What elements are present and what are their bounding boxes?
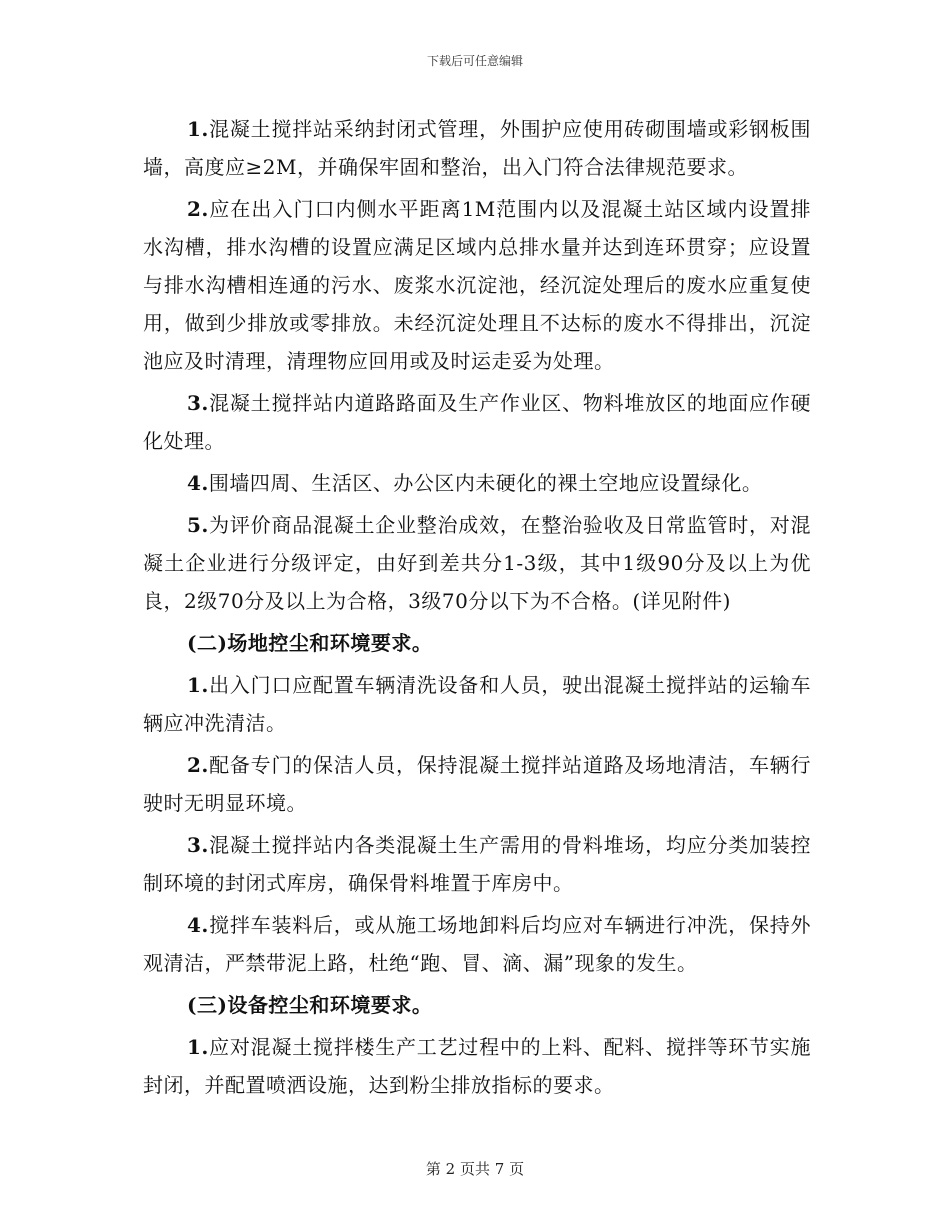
paragraph-text: 混凝土搅拌站采纳封闭式管理，外围护应使用砖砌围墙或彩钢板围墙，高度应≥2M，并确保牢固和整治，出入门符合法律规范要求。 — [143, 117, 811, 179]
document-body — [143, 110, 811, 1108]
paragraph-text: 搅拌车装料后，或从施工场地卸料后均应对车辆进行冲洗，保持外观清洁，严禁带泥上路，杜绝“跑、冒、滴、漏”现象的发生。 — [143, 913, 811, 975]
item-number: 2. — [187, 753, 209, 777]
paragraph-text: 混凝土搅拌站内道路路面及生产作业区、物料堆放区的地面应作硬化处理。 — [143, 391, 811, 453]
paragraph-text: 出入门口应配置车辆清洗设备和人员，驶出混凝土搅拌站的运输车辆应冲洗清洁。 — [143, 673, 811, 735]
paragraph-1 — [143, 110, 811, 186]
page-header: 下载后可任意编辑 — [426, 54, 523, 68]
paragraph-2 — [143, 190, 811, 380]
paragraph-7 — [143, 746, 811, 822]
item-number: 3. — [187, 833, 209, 857]
item-number: 4. — [187, 471, 209, 495]
item-number: 4. — [187, 913, 209, 937]
section-heading-3: (三)设备控尘和环境要求。 — [187, 993, 433, 1017]
item-number: 1. — [187, 117, 209, 141]
paragraph-6 — [143, 666, 811, 742]
item-number: 5. — [187, 513, 209, 537]
paragraph-5 — [143, 506, 811, 620]
paragraph-4 — [143, 464, 811, 502]
section-heading-2: (二)场地控尘和环境要求。 — [187, 631, 433, 655]
paragraph-10 — [143, 1028, 811, 1104]
paragraph-text: 应在出入门口内侧水平距离1M范围内以及混凝土站区域内设置排水沟槽，排水沟槽的设置应满足区域内总排水量并达到连环贯穿；应设置与排水沟槽相连通的污水、废浆水沉淀池，经沉淀处理后的废水应重复使用，做到少排放或零排放。未经沉淀处理且不达标的废水不得排出，沉淀池应及时清理，清理物应回用或及时运走妥为处理。 — [143, 197, 811, 373]
item-number: 2. — [187, 197, 209, 221]
page-footer: 第 2 页共 7 页 — [425, 1160, 525, 1178]
paragraph-9 — [143, 906, 811, 982]
item-number: 1. — [187, 1035, 209, 1059]
paragraph-text: 应对混凝土搅拌楼生产工艺过程中的上料、配料、搅拌等环节实施封闭，并配置喷洒设施，达到粉尘排放指标的要求。 — [143, 1035, 811, 1097]
paragraph-3 — [143, 384, 811, 460]
item-number: 1. — [187, 673, 209, 697]
paragraph-text: 混凝土搅拌站内各类混凝土生产需用的骨料堆场，均应分类加装控制环境的封闭式库房，确保骨料堆置于库房中。 — [143, 833, 811, 895]
paragraph-8 — [143, 826, 811, 902]
paragraph-text: 配备专门的保洁人员，保持混凝土搅拌站道路及场地清洁，车辆行驶时无明显环境。 — [143, 753, 811, 815]
paragraph-text: 为评价商品混凝土企业整治成效，在整治验收及日常监管时，对混凝土企业进行分级评定，由好到差共分1-3级，其中1级90分及以上为优良，2级70分及以上为合格，3级70分以下为不合格。(详见附件) — [143, 513, 811, 613]
paragraph-text: 围墙四周、生活区、办公区内未硬化的裸土空地应设置绿化。 — [208, 471, 763, 495]
item-number: 3. — [187, 391, 209, 415]
